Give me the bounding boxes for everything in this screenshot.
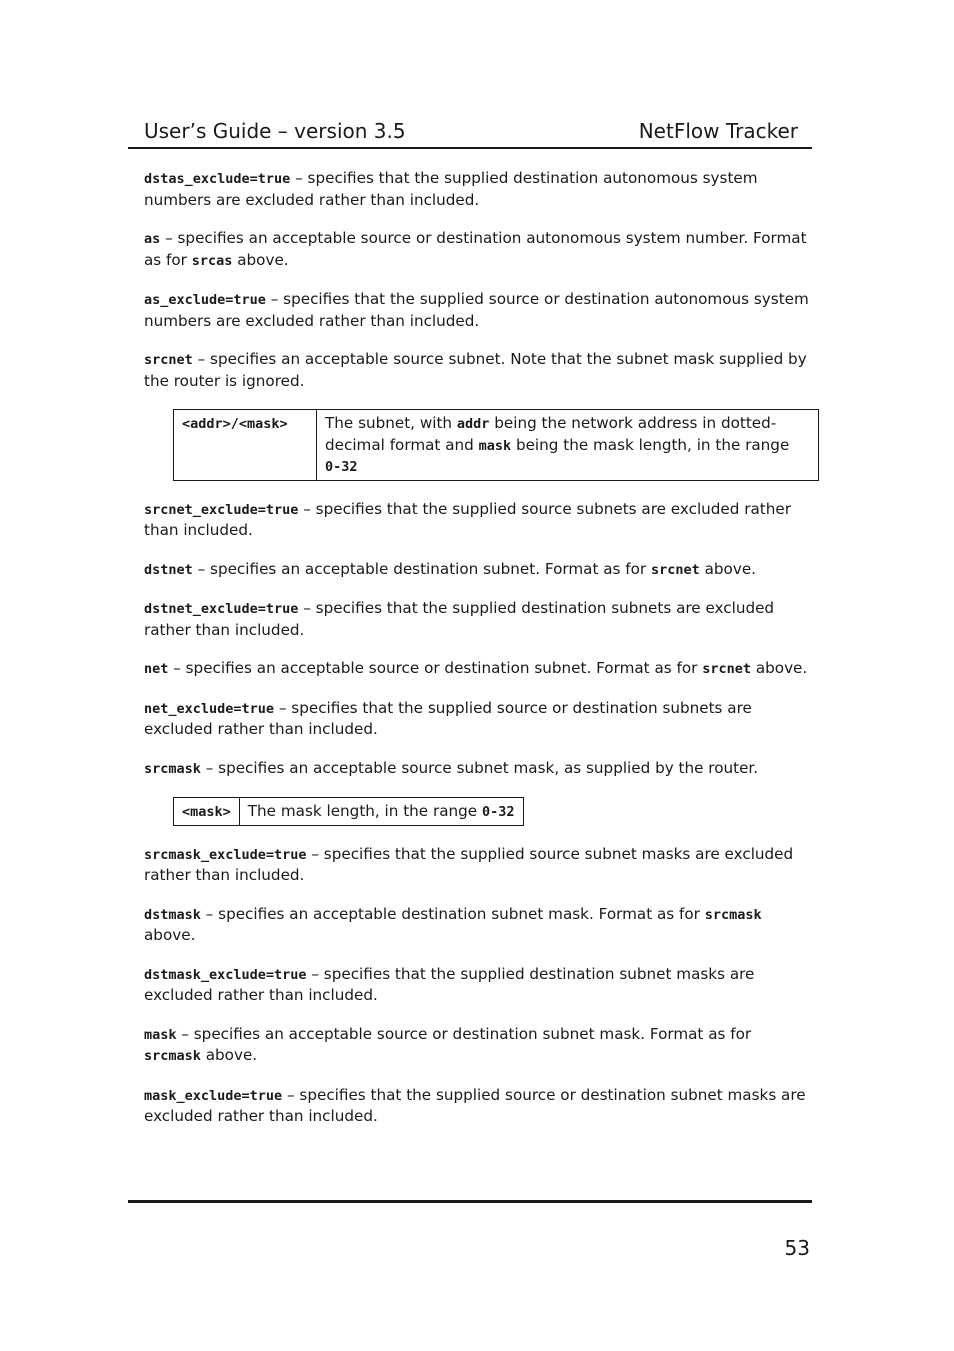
param-name: mask — [144, 1026, 177, 1043]
table-code: 0-32 — [325, 459, 358, 475]
param-reference: srcmask — [704, 906, 762, 923]
param-name: dstnet_exclude=true — [144, 601, 299, 617]
paragraph-srcnet-exclude — [144, 499, 812, 541]
paragraph-text: above. — [232, 250, 289, 269]
param-name: dstmask_exclude=true — [144, 966, 307, 983]
paragraph-dstas-exclude — [144, 168, 812, 210]
table-param-cell — [174, 798, 240, 826]
table-text: being the mask length, in the range — [511, 435, 790, 454]
table-description-cell — [239, 798, 523, 826]
table-code: mask — [478, 437, 512, 454]
paragraph-text: – specifies an acceptable destination subnet. Format as for — [192, 559, 651, 578]
param-name: as_exclude=true — [144, 292, 266, 308]
param-name: srcmask — [144, 760, 201, 777]
footer-divider — [128, 1200, 812, 1203]
param-reference: srcnet — [650, 561, 700, 578]
param-name: srcnet_exclude=true — [144, 501, 299, 518]
param-name: srcnet — [144, 352, 193, 368]
paragraph-text: – specifies an acceptable source or destination autonomous system number. Format as for — [144, 229, 807, 269]
paragraph-mask-exclude — [144, 1085, 812, 1127]
table-row — [174, 798, 524, 826]
paragraph-dstmask-exclude — [144, 964, 812, 1006]
paragraph-srcnet — [144, 349, 812, 391]
param-name: dstmask — [144, 906, 201, 923]
paragraph-text: – specifies that the supplied source or destination autonomous system numbers are excluded rather than included. — [144, 290, 809, 330]
param-name: as — [144, 231, 161, 247]
param-name: dstnet — [144, 561, 193, 578]
table-text: The subnet, with — [325, 414, 457, 432]
paragraph-net — [144, 658, 812, 680]
table-code: 0-32 — [481, 804, 515, 820]
param-name: srcmask_exclude=true — [144, 846, 307, 863]
paragraph-text: – specifies that the supplied source or destination subnet masks are excluded rather than included. — [144, 1085, 806, 1125]
paragraph-text: – specifies that the supplied destination subnets are excluded rather than included. — [144, 599, 775, 639]
param-name: net_exclude=true — [144, 700, 275, 717]
page-body — [144, 168, 812, 1145]
paragraph-text: – specifies that the supplied destination subnet masks are excluded rather than included. — [144, 964, 755, 1004]
paragraph-dstnet — [144, 559, 812, 581]
header-title: User’s Guide – version 3.5 — [144, 119, 406, 143]
paragraph-text: – specifies that the supplied source or destination subnets are excluded rather than included. — [144, 698, 752, 738]
paragraph-dstmask — [144, 904, 812, 946]
param-format: <addr>/<mask> — [182, 416, 288, 432]
paragraph-text: – specifies an acceptable source or destination subnet. Format as for — [168, 659, 703, 677]
param-name: net — [144, 661, 169, 677]
paragraph-dstnet-exclude — [144, 598, 812, 640]
param-format: <mask> — [182, 804, 231, 820]
param-reference: srcmask — [144, 1048, 201, 1064]
paragraph-text: – specifies that the supplied destination autonomous system numbers are excluded rather than included. — [144, 169, 758, 209]
table-description-cell — [317, 410, 819, 481]
paragraph-text: – specifies an acceptable source or destination subnet mask. Format as for — [176, 1024, 752, 1043]
paragraph-text: above. — [200, 1046, 258, 1064]
table-text: being the network address in dotted-decimal format and — [325, 414, 777, 454]
paragraph-text: above. — [144, 926, 196, 944]
paragraph-srcmask-exclude — [144, 844, 812, 886]
table-row — [174, 410, 819, 481]
table-text: The mask length, in the range — [247, 802, 482, 820]
table-param-cell — [174, 410, 317, 481]
header-product: NetFlow Tracker — [638, 119, 798, 143]
srcmask-format-table — [173, 797, 524, 826]
paragraph-text: above. — [699, 559, 756, 578]
page-number: 53 — [784, 1236, 810, 1260]
paragraph-text: – specifies that the supplied source subnet masks are excluded rather than included. — [144, 844, 794, 884]
page-header — [128, 117, 812, 149]
paragraph-as — [144, 228, 812, 271]
param-name: mask_exclude=true — [144, 1087, 283, 1104]
paragraph-text: above. — [751, 659, 808, 677]
paragraph-text: – specifies an acceptable source subnet. Note that the subnet mask supplied by the router is ignored. — [144, 350, 807, 390]
param-reference: srcnet — [702, 661, 751, 677]
srcnet-format-table — [173, 409, 819, 481]
paragraph-srcmask — [144, 758, 812, 780]
paragraph-text: – specifies an acceptable source subnet mask, as supplied by the router. — [200, 758, 759, 777]
table-code: addr — [456, 416, 490, 432]
param-reference: srcas — [191, 252, 233, 269]
paragraph-mask — [144, 1024, 812, 1067]
paragraph-as-exclude — [144, 289, 812, 331]
paragraph-text: – specifies an acceptable destination subnet mask. Format as for — [200, 904, 705, 923]
param-name: dstas_exclude=true — [144, 171, 291, 187]
paragraph-text: – specifies that the supplied source subnets are excluded rather than included. — [144, 499, 791, 539]
paragraph-net-exclude — [144, 698, 812, 740]
